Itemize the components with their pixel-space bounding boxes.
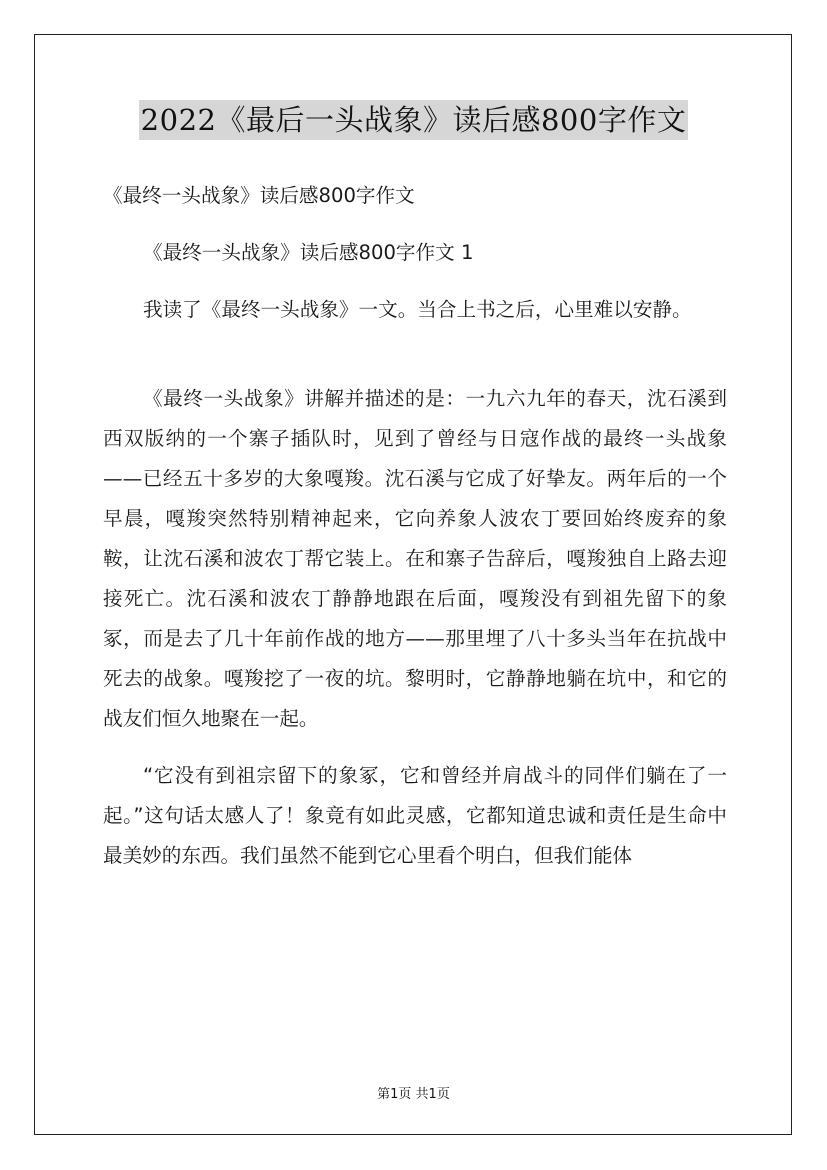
spacer — [103, 739, 727, 756]
document-subtitle: 《最终一头战象》读后感800字作文 — [103, 184, 415, 207]
title-wrap — [0, 100, 827, 140]
paragraph-3: “它没有到祖宗留下的象冢，它和曾经并肩战斗的同伴们躺在了一起。”这句话太感人了！象竟有如此灵感，它都知道忠诚和责任是生命中最美妙的东西。我们虽然不能到它心里看个明白，但我们能体 — [103, 764, 727, 867]
section-heading: 《最终一头战象》读后感800字作文 1 — [143, 241, 474, 264]
document-title: 2022《最后一头战象》读后感800字作文 — [139, 100, 689, 140]
document-body — [103, 176, 727, 876]
paragraph-2: 《最终一头战象》讲解并描述的是：一九六九年的春天，沈石溪到西双版纳的一个寨子插队时，见到了曾经与日寇作战的最终一头战象——已经五十多岁的大象嘎羧。沈石溪与它成了好挚友。两年后的一个早晨，嘎羧突然特别精神起来，它向养象人波农丁要回始终废弃的象鞍，让沈石溪和波农丁帮它装上。在和寨子告辞后，嘎羧独自上路去迎接死亡。沈石溪和波农丁静静地跟在后面，嘎羧没有到祖先留下的象冢，而是去了几十年前作战的地方——那里埋了八十多头当年在抗战中死去的战象。嘎羧挖了一夜的坑。黎明时，它静静地躺在坑中，和它的战友们恒久地聚在一起。 — [103, 387, 727, 730]
spacer — [103, 330, 727, 379]
paragraph-1: 我读了《最终一头战象》一文。当合上书之后，心里难以安静。 — [143, 298, 692, 321]
spacer — [103, 273, 727, 290]
page-footer: 第1页 共1页 — [377, 1087, 450, 1102]
spacer — [103, 216, 727, 233]
